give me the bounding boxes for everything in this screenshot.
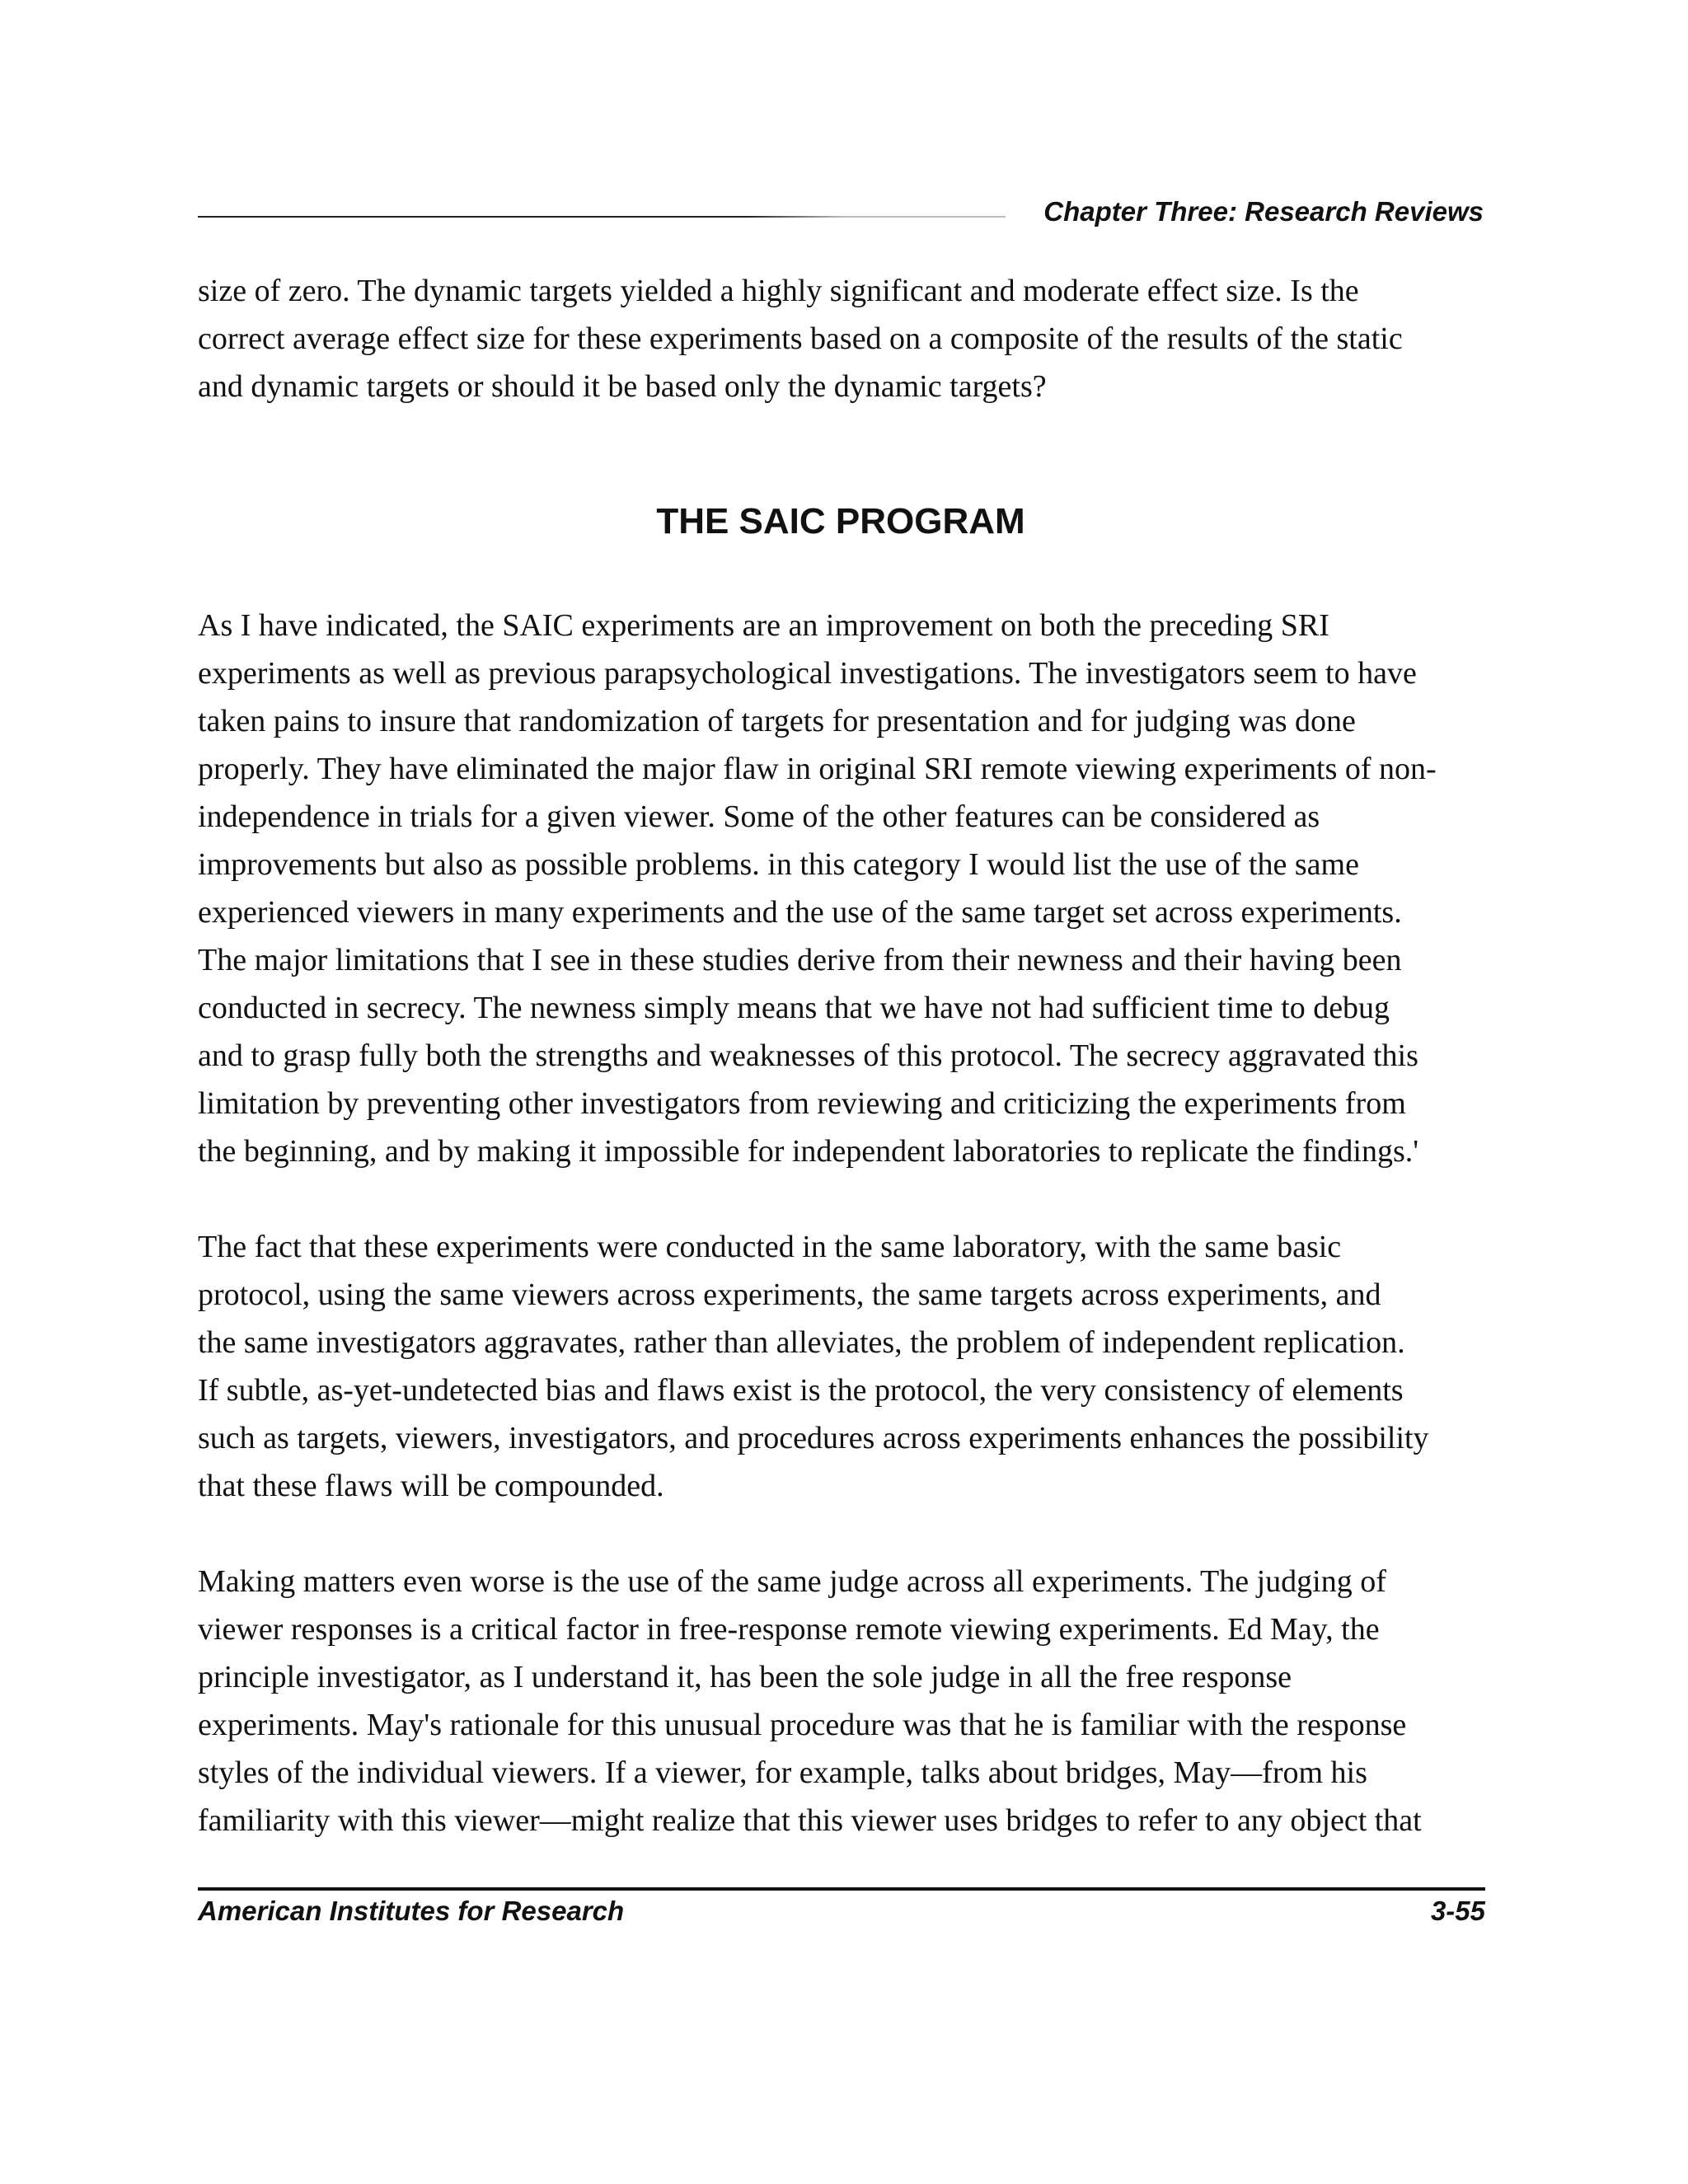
intro-paragraph <box>198 267 1484 410</box>
text-line: experiments as well as previous parapsychological investigations. The investigators seem to have <box>198 656 1417 691</box>
text-line: that these flaws will be compounded. <box>198 1469 664 1503</box>
section-heading: THE SAIC PROGRAM <box>656 501 1025 541</box>
text-line: conducted in secrecy. The newness simply means that we have not had sufficient time to debug <box>198 991 1390 1025</box>
text-line: correct average effect size for these experiments based on a composite of the results of the static <box>198 321 1403 356</box>
text-line: independence in trials for a given viewer. Some of the other features can be considered as <box>198 799 1320 834</box>
footer-organization: American Institutes for Research <box>198 1896 625 1926</box>
footer-rule <box>198 1887 1485 1891</box>
spacer <box>198 1175 1484 1223</box>
text-line: properly. They have eliminated the major flaw in original SRI remote viewing experiments of non- <box>198 752 1437 786</box>
text-line: The fact that these experiments were conducted in the same laboratory, with the same basic <box>198 1230 1342 1264</box>
text-line: the same investigators aggravates, rather than alleviates, the problem of independent replication. <box>198 1325 1405 1360</box>
running-header: Chapter Three: Research Reviews <box>1043 196 1484 227</box>
paragraph-2 <box>198 1223 1484 1510</box>
text-line: styles of the individual viewers. If a viewer, for example, talks about bridges, May—from his <box>198 1755 1367 1790</box>
page-number: 3-55 <box>1430 1896 1485 1926</box>
text-line: the beginning, and by making it impossible for independent laboratories to replicate the findings.' <box>198 1134 1419 1169</box>
spacer <box>198 546 1484 602</box>
spacer <box>198 1510 1484 1558</box>
text-line: limitation by preventing other investigators from reviewing and criticizing the experiments from <box>198 1086 1406 1121</box>
spacer <box>198 458 1484 498</box>
spacer <box>198 410 1484 458</box>
text-line: experienced viewers in many experiments and the use of the same target set across experiments. <box>198 895 1402 930</box>
text-line: size of zero. The dynamic targets yielded a highly significant and moderate effect size. Is the <box>198 274 1359 308</box>
text-line: protocol, using the same viewers across experiments, the same targets across experiments, and <box>198 1277 1381 1312</box>
text-line: and dynamic targets or should it be based only the dynamic targets? <box>198 369 1047 404</box>
paragraph-1 <box>198 602 1484 1175</box>
text-line: and to grasp fully both the strengths and weaknesses of this protocol. The secrecy aggravated this <box>198 1038 1418 1073</box>
text-line: viewer responses is a critical factor in free-response remote viewing experiments. Ed May, the <box>198 1612 1380 1647</box>
text-line: As I have indicated, the SAIC experiments are an improvement on both the preceding SRI <box>198 608 1329 643</box>
text-line: improvements but also as possible problems. in this category I would list the use of the same <box>198 847 1359 882</box>
text-line: experiments. May's rationale for this unusual procedure was that he is familiar with the response <box>198 1708 1407 1742</box>
page-body <box>198 267 1484 1844</box>
paragraph-3 <box>198 1558 1484 1844</box>
text-line: Making matters even worse is the use of the same judge across all experiments. The judging of <box>198 1564 1386 1599</box>
text-line: If subtle, as-yet-undetected bias and flaws exist is the protocol, the very consistency of elements <box>198 1373 1404 1408</box>
text-line: familiarity with this viewer—might realize that this viewer uses bridges to refer to any object that <box>198 1803 1422 1838</box>
text-line: such as targets, viewers, investigators, and procedures across experiments enhances the possibility <box>198 1421 1429 1455</box>
text-line: The major limitations that I see in these studies derive from their newness and their having been <box>198 943 1402 977</box>
text-line: principle investigator, as I understand it, has been the sole judge in all the free response <box>198 1660 1292 1694</box>
text-line: taken pains to insure that randomization of targets for presentation and for judging was done <box>198 704 1356 738</box>
header-rule <box>198 216 1006 218</box>
